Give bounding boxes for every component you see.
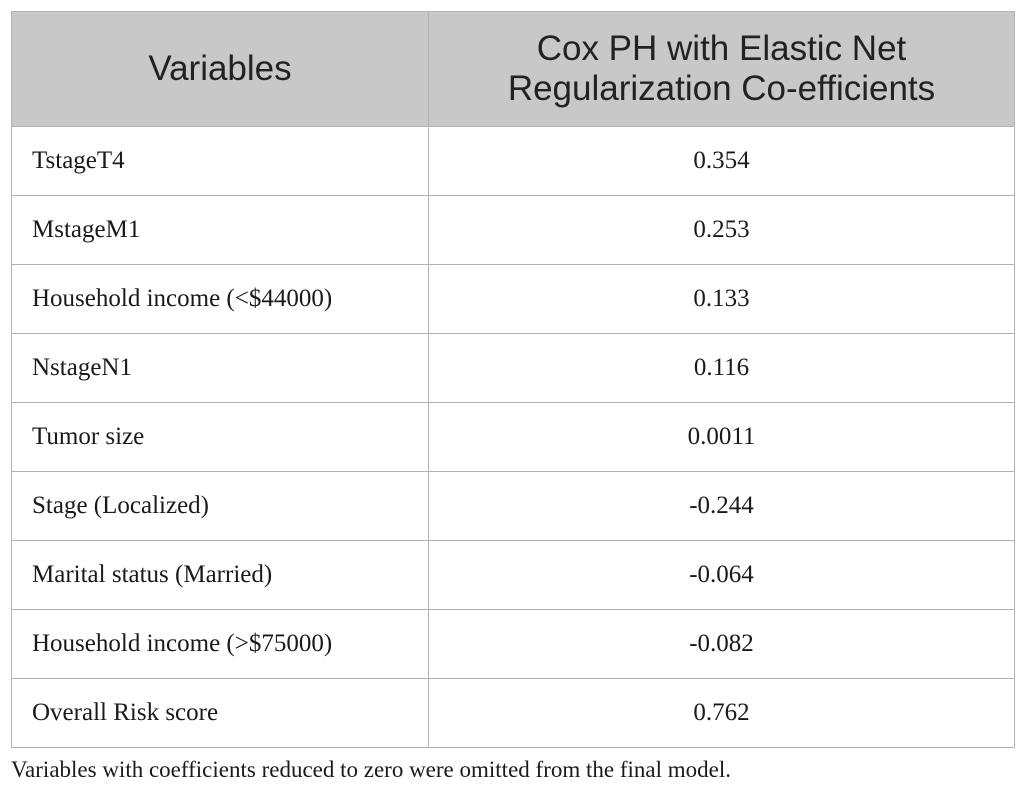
coefficients-table-container: [11, 11, 1014, 748]
variable-cell: Tumor size: [12, 403, 429, 472]
table-row: [12, 127, 1015, 196]
coefficient-cell: -0.244: [429, 472, 1015, 541]
coefficient-cell: 0.354: [429, 127, 1015, 196]
variable-cell: Stage (Localized): [12, 472, 429, 541]
coefficient-cell: 0.0011: [429, 403, 1015, 472]
table-row: [12, 679, 1015, 748]
table-row: [12, 610, 1015, 679]
table-row: [12, 265, 1015, 334]
coefficient-cell: 0.116: [429, 334, 1015, 403]
variable-cell: Household income (<$44000): [12, 265, 429, 334]
table-body: [12, 127, 1015, 748]
coefficient-cell: 0.133: [429, 265, 1015, 334]
table-row: [12, 334, 1015, 403]
coefficient-cell: -0.082: [429, 610, 1015, 679]
table-row: [12, 403, 1015, 472]
header-variables: Variables: [12, 12, 429, 127]
coefficient-cell: 0.762: [429, 679, 1015, 748]
variable-cell: NstageN1: [12, 334, 429, 403]
variable-cell: TstageT4: [12, 127, 429, 196]
coefficient-cell: -0.064: [429, 541, 1015, 610]
table-footnote: Variables with coefficients reduced to zero were omitted from the final model.: [11, 757, 731, 782]
header-row: [12, 12, 1015, 127]
table-row: [12, 472, 1015, 541]
header-coefficients: Cox PH with Elastic Net Regularization Co-efficients: [429, 12, 1015, 127]
coefficient-cell: 0.253: [429, 196, 1015, 265]
coefficients-table: [11, 11, 1015, 748]
table-header: [12, 12, 1015, 127]
table-row: [12, 196, 1015, 265]
table-row: [12, 541, 1015, 610]
variable-cell: Overall Risk score: [12, 679, 429, 748]
variable-cell: Household income (>$75000): [12, 610, 429, 679]
variable-cell: MstageM1: [12, 196, 429, 265]
variable-cell: Marital status (Married): [12, 541, 429, 610]
